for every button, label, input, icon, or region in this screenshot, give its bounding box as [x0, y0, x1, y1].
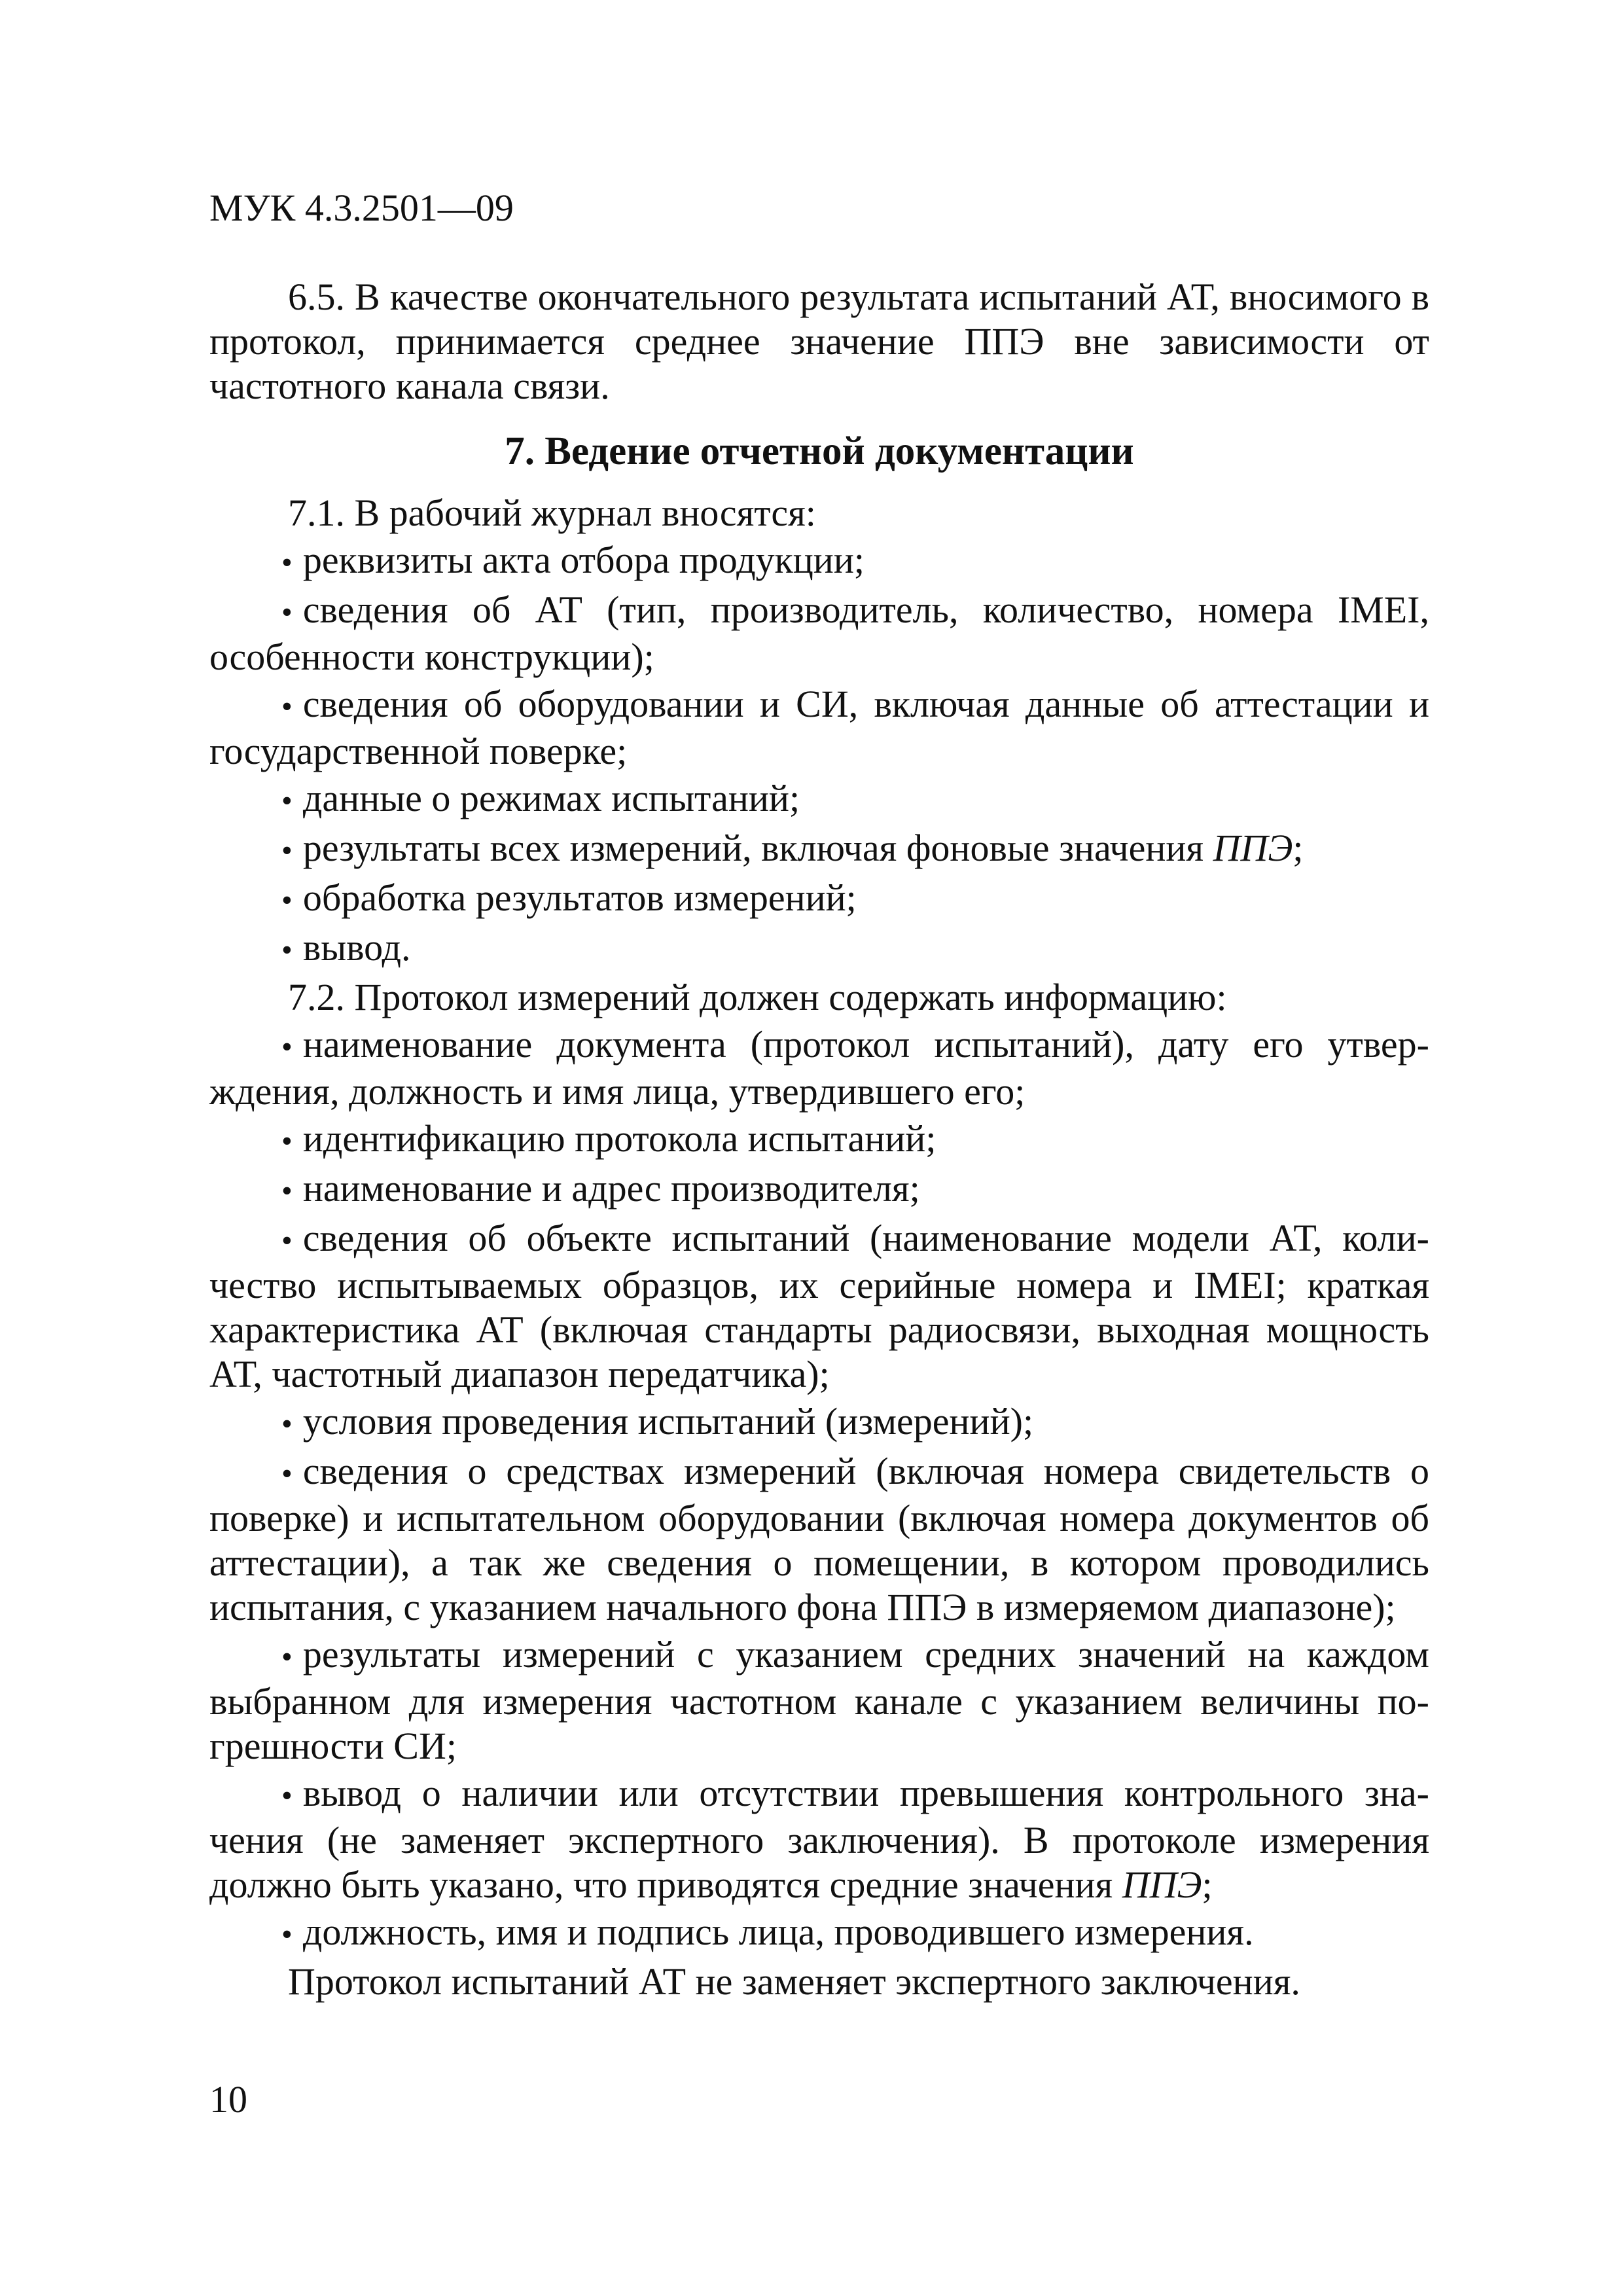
list-item: • результаты всех измерений, включая фоновые значения ППЭ;	[281, 827, 1304, 869]
list-item: • идентификацию протокола испытаний;	[281, 1117, 936, 1160]
list-item: • сведения о средствах измерений (включая номера свидетельств о поверке) и испытательном оборудовании (включая номера документов об аттестации), а так же сведения о помещении, в котором проводились испытания, с указанием начального фона ППЭ в измеряемом диапазоне);	[209, 1450, 1429, 1628]
list-item: • вывод.	[281, 926, 411, 969]
paragraph-7-2-intro: 7.2. Протокол измерений должен содержать информацию:	[288, 976, 1227, 1018]
bullet-icon: •	[281, 883, 293, 918]
ppe-italic-term: ППЭ	[1122, 1863, 1202, 1906]
bullet-icon: •	[281, 1778, 293, 1813]
bullet-icon: •	[281, 689, 293, 724]
list-item: • сведения об оборудовании и СИ, включая данные об аттестации и государственной поверке;	[209, 683, 1429, 772]
list-item: • реквизиты акта отбора продукции;	[281, 539, 865, 581]
bullet-icon: •	[281, 1174, 293, 1208]
list-item: • результаты измерений с указанием средних значений на каждом выбранном для измерения частотном канале с указанием величины погрешности СИ;	[209, 1633, 1429, 1767]
ppe-italic-term: ППЭ	[1213, 827, 1293, 869]
bullet-icon: •	[281, 1917, 293, 1952]
list-7-2	[209, 1022, 1429, 1957]
document-body	[209, 275, 1429, 2004]
bullet-icon: •	[281, 1030, 293, 1064]
closing-statement: Протокол испытаний АТ не заменяет экспертного заключения.	[288, 1960, 1300, 2003]
paragraph-6-5: 6.5. В качестве окончательного результата испытаний АТ, вносимого в протокол, принимается среднее значение ППЭ вне зависимости от частотного канала связи.	[209, 276, 1429, 407]
bullet-icon: •	[281, 1640, 293, 1674]
page-number: 10	[209, 2078, 247, 2121]
bullet-icon: •	[281, 1456, 293, 1491]
paragraph-7-1-intro: 7.1. В рабочий журнал вносятся:	[288, 492, 816, 534]
section-7-heading: 7. Ведение отчетной документации	[505, 429, 1134, 473]
bullet-icon: •	[281, 833, 293, 868]
list-item: • сведения об АТ (тип, производитель, количество, номера IMEI, особенности конструкции);	[209, 588, 1429, 678]
bullet-icon: •	[281, 545, 293, 580]
bullet-icon: •	[281, 783, 293, 818]
bullet-icon: •	[281, 933, 293, 967]
list-7-1	[209, 538, 1429, 973]
list-item: • данные о режимах испытаний;	[281, 777, 800, 819]
list-item: • должность, имя и подпись лица, проводившего измерения.	[281, 1910, 1254, 1953]
bullet-icon: •	[281, 1124, 293, 1158]
list-item: • сведения об объекте испытаний (наименование модели АТ, количество испытываемых образцов, их серийные номера и IMEI; краткая характеристика АТ (включая стандарты радиосвязи, выходная мощность АТ, частотный диапазон передатчика);	[209, 1217, 1429, 1395]
document-code-header: МУК 4.3.2501—09	[209, 187, 514, 229]
list-item: • вывод о наличии или отсутствии превышения контрольного значения (не заменяет экспертного заключения). В протоколе измерения должно быть указано, что приводятся средние значения ППЭ;	[209, 1772, 1429, 1906]
list-item: • наименование и адрес производителя;	[281, 1167, 920, 1210]
list-item: • обработка результатов измерений;	[281, 876, 857, 919]
bullet-icon: •	[281, 1223, 293, 1258]
list-item: • условия проведения испытаний (измерений);	[281, 1400, 1034, 1443]
bullet-icon: •	[281, 1407, 293, 1441]
bullet-icon: •	[281, 595, 293, 630]
list-item: • наименование документа (протокол испытаний), дату его утверждения, должность и имя лица, утвердившего его;	[209, 1023, 1429, 1113]
